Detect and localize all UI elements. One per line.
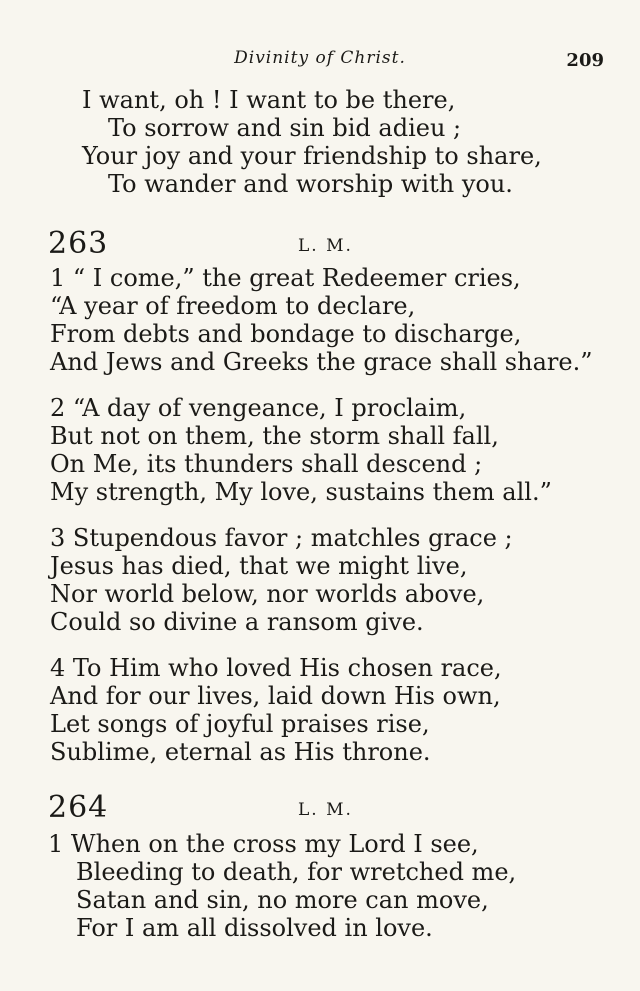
verse-line: For I am all dissolved in love. xyxy=(76,914,433,942)
hymn-number: 264 xyxy=(48,790,109,825)
hymn-meter: L. M. xyxy=(298,800,353,820)
verse-line: Could so divine a ransom give. xyxy=(50,608,424,636)
verse-line: From debts and bondage to discharge, xyxy=(50,320,522,348)
verse-line: Satan and sin, no more can move, xyxy=(76,886,489,914)
verse-line: Sublime, eternal as His throne. xyxy=(50,738,431,766)
verse-line: Let songs of joyful praises rise, xyxy=(50,710,430,738)
verse-line: My strength, My love, sustains them all.” xyxy=(50,478,552,506)
verse-line: Jesus has died, that we might live, xyxy=(50,552,468,580)
verse-line: I want, oh ! I want to be there, xyxy=(82,86,456,114)
verse-line: On Me, its thunders shall descend ; xyxy=(50,450,483,478)
verse-line: 1 When on the cross my Lord I see, xyxy=(48,830,479,858)
verse-line: 1 “ I come,” the great Redeemer cries, xyxy=(50,264,521,292)
verse-line: And for our lives, laid down His own, xyxy=(50,682,501,710)
verse-line: To wander and worship with you. xyxy=(108,170,513,198)
verse-line: But not on them, the storm shall fall, xyxy=(50,422,499,450)
running-title: Divinity of Christ. xyxy=(234,48,406,68)
verse-line: To sorrow and sin bid adieu ; xyxy=(108,114,462,142)
verse-line: 3 Stupendous favor ; matchles grace ; xyxy=(50,524,513,552)
verse-line: And Jews and Greeks the grace shall share.” xyxy=(50,348,593,376)
verse-line: 2 “A day of vengeance, I proclaim, xyxy=(50,394,467,422)
verse-line: 4 To Him who loved His chosen race, xyxy=(50,654,502,682)
page-number: 209 xyxy=(566,50,604,71)
hymn-meter: L. M. xyxy=(298,236,353,256)
verse-line: Bleeding to death, for wretched me, xyxy=(76,858,517,886)
verse-line: “A year of freedom to declare, xyxy=(50,292,416,320)
hymn-number: 263 xyxy=(48,226,109,261)
verse-line: Nor world below, nor worlds above, xyxy=(50,580,485,608)
verse-line: Your joy and your friendship to share, xyxy=(82,142,542,170)
